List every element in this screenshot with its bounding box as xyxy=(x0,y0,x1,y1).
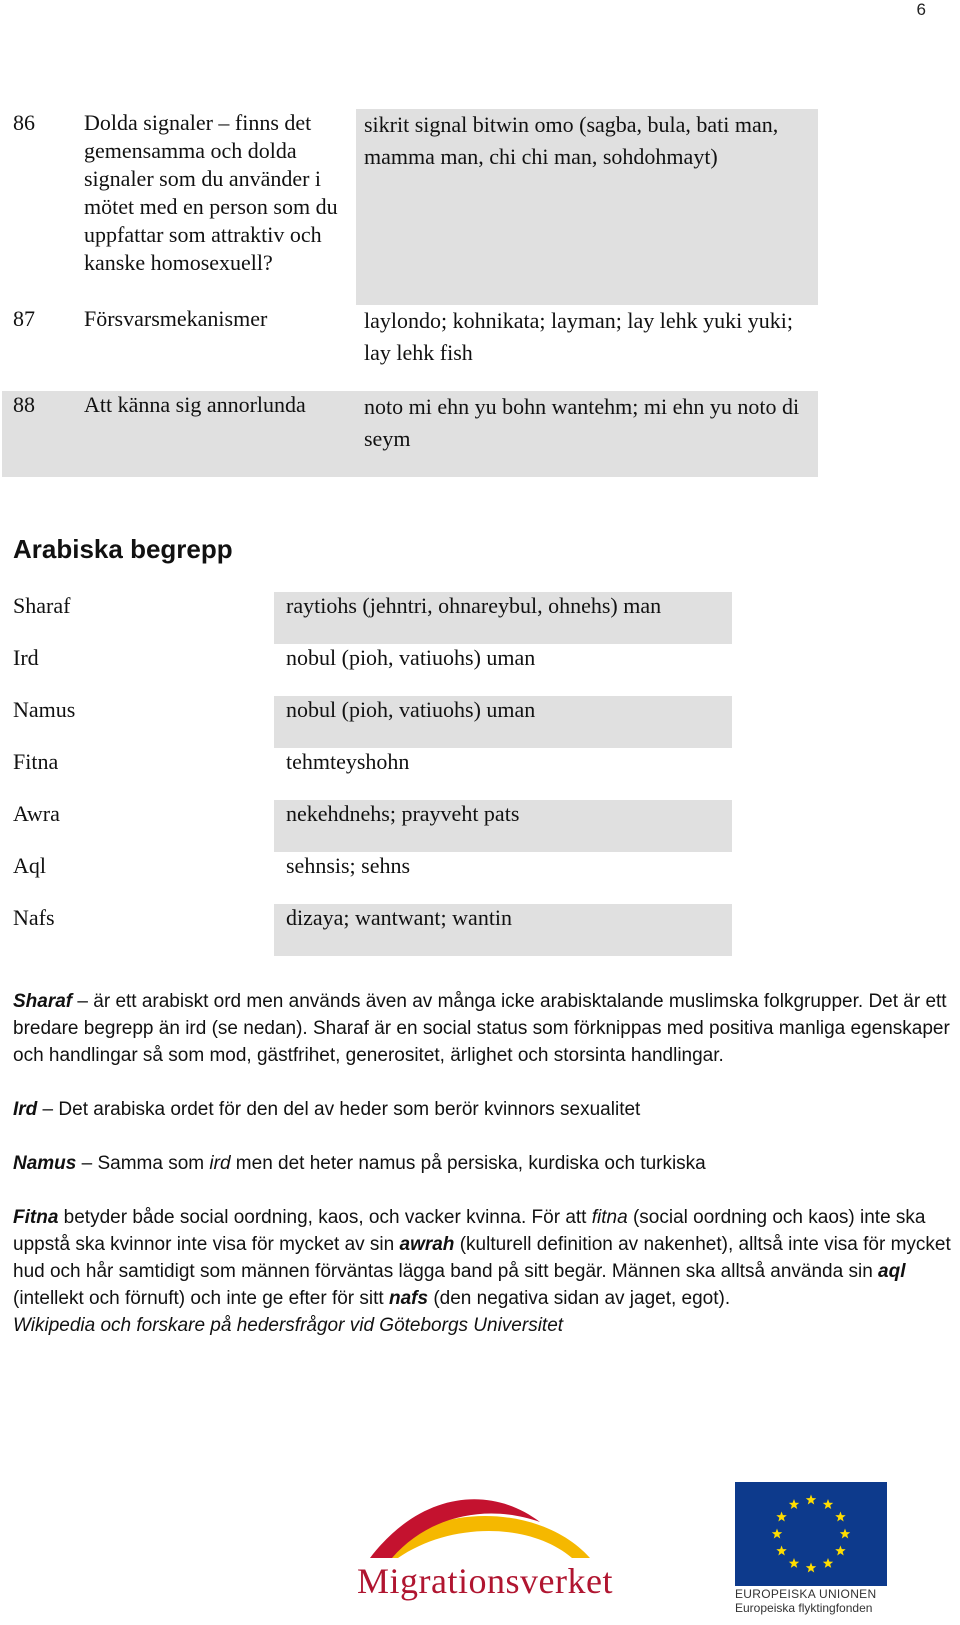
arabic-term: Ird xyxy=(13,645,39,670)
glossary-table xyxy=(2,109,818,477)
glossary-number: 86 xyxy=(13,110,35,135)
arabic-term: Fitna xyxy=(13,749,59,774)
source-note: Wikipedia och forskare på hedersfrågor vid Göteborgs Universitet xyxy=(13,1315,564,1336)
glossary-row-88 xyxy=(2,391,818,477)
paragraph-ird xyxy=(13,1096,953,1123)
eu-caption xyxy=(735,1587,895,1615)
arabic-term: Nafs xyxy=(13,905,55,930)
eu-flag-icon xyxy=(735,1482,887,1586)
glossary-translation: laylondo; kohnikata; layman; lay lehk yuki yuki; lay lehk fish xyxy=(364,308,793,365)
arabic-definition: sehnsis; sehns xyxy=(286,853,411,878)
eu-caption-line2: Europeiska flyktingfonden xyxy=(735,1601,873,1615)
migrationsverket-name: Migrationsverket xyxy=(357,1561,613,1601)
glossary-translation: sikrit signal bitwin omo (sagba, bula, bati man, mamma man, chi chi man, sohdohmayt) xyxy=(356,109,818,305)
migrationsverket-arc-icon xyxy=(340,1492,630,1562)
glossary-row-87 xyxy=(2,305,818,391)
term-awrah: awrah xyxy=(399,1234,455,1255)
arabic-term: Namus xyxy=(13,697,76,722)
arabic-term: Aql xyxy=(13,853,46,878)
arabic-terms-table xyxy=(2,592,732,956)
page-number: 6 xyxy=(916,0,926,19)
arabic-row xyxy=(2,696,732,748)
arabic-definition: raytiohs (jehntri, ohnareybul, ohnehs) man xyxy=(274,592,732,644)
paragraph-namus xyxy=(13,1150,953,1177)
text-fitna-3: (kulturell definition av nakenhet), alltså inte visa för mycket hud och hår samtidigt som männen förväntas lägga band på sitt begär. Männen ska alltså använda sin xyxy=(13,1234,951,1282)
explanations xyxy=(13,988,953,1339)
glossary-translation: noto mi ehn yu bohn wantehm; mi ehn yu noto di seym xyxy=(356,391,818,477)
arabic-definition: dizaya; wantwant; wantin xyxy=(274,904,732,956)
term-namus: Namus xyxy=(13,1153,77,1174)
term-ird: Ird xyxy=(13,1099,38,1120)
glossary-number: 88 xyxy=(13,392,35,417)
arabic-definition: nobul (pioh, vatiuohs) uman xyxy=(274,696,732,748)
arabic-definition: nekehdnehs; prayveht pats xyxy=(274,800,732,852)
arabic-row xyxy=(2,748,732,800)
term-sharaf: Sharaf xyxy=(13,991,73,1012)
text-ird: – Det arabiska ordet för den del av heder som berör kvinnors sexualitet xyxy=(37,1099,641,1120)
text-fitna-italic: fitna xyxy=(591,1207,628,1228)
text-namus-a: – Samma som xyxy=(76,1153,210,1174)
term-nafs: nafs xyxy=(388,1288,429,1309)
term-fitna: Fitna xyxy=(13,1207,59,1228)
paragraph-fitna xyxy=(13,1204,953,1312)
eu-logo xyxy=(735,1482,887,1617)
migrationsverket-logo xyxy=(340,1492,630,1602)
paragraph-sharaf xyxy=(13,988,953,1069)
text-sharaf: – är ett arabiskt ord men används även av många icke arabisktalande muslimska folkgrupper. Det är ett bredare begrepp än ird (se nedan). Sharaf är en social status som förknippas med positiva manliga egenskaper och handlingar så som mod, gästfrihet, generositet, ärlighet och storsinta handlingar. xyxy=(13,991,950,1066)
text-fitna-2: (social oordning och kaos) inte ska uppstå ska kvinnor inte visa för mycket av sin xyxy=(13,1207,926,1255)
arabic-row xyxy=(2,904,732,956)
arabic-term: Sharaf xyxy=(13,593,71,618)
glossary-swedish: Att känna sig annorlunda xyxy=(84,392,306,417)
arabic-row xyxy=(2,592,732,644)
term-aql: aql xyxy=(878,1261,906,1282)
arabic-row xyxy=(2,644,732,696)
glossary-number: 87 xyxy=(13,306,35,331)
text-fitna-5: (den negativa sidan av jaget, egot). xyxy=(428,1288,731,1309)
glossary-swedish: Dolda signaler – finns det gemensamma och dolda signaler som du använder i mötet med en person som du uppfattar som attraktiv och kanske homosexuell? xyxy=(84,110,338,275)
glossary-row-86 xyxy=(2,109,818,305)
text-fitna-1: betyder både social oordning, kaos, och vacker kvinna. För att xyxy=(58,1207,592,1228)
text-namus-ird: ird xyxy=(209,1153,231,1174)
eu-caption-line1: EUROPEISKA UNIONEN xyxy=(735,1587,877,1601)
glossary-swedish: Försvarsmekanismer xyxy=(84,306,268,331)
arabic-term: Awra xyxy=(13,801,60,826)
arabic-row xyxy=(2,852,732,904)
arabic-definition: tehmteyshohn xyxy=(286,749,410,774)
text-fitna-4: (intellekt och förnuft) och inte ge efter för sitt xyxy=(13,1288,389,1309)
section-heading-arabic: Arabiska begrepp xyxy=(13,534,233,564)
arabic-definition: nobul (pioh, vatiuohs) uman xyxy=(286,645,536,670)
arabic-row xyxy=(2,800,732,852)
text-namus-b: men det heter namus på persiska, kurdiska och turkiska xyxy=(230,1153,706,1174)
